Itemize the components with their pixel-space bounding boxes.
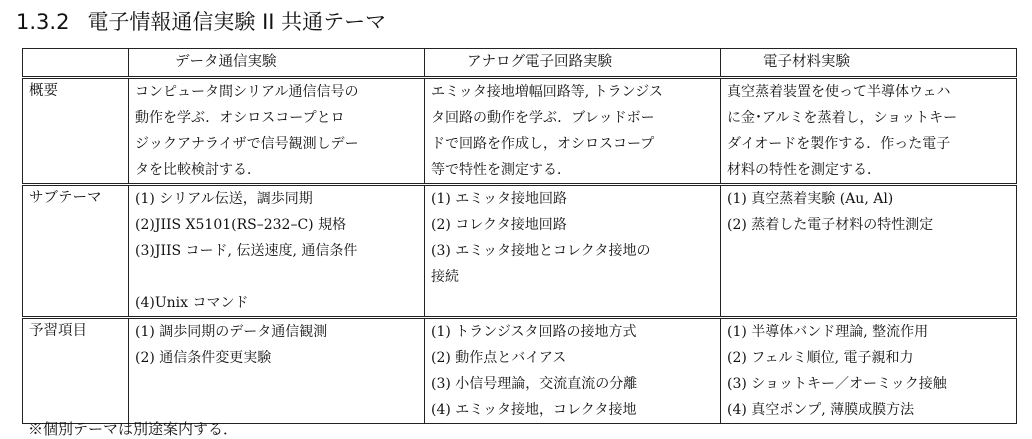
table-cell	[721, 185, 1017, 318]
table-row-prep	[23, 318, 1017, 424]
footnote: ※個別テーマは別途案内する．	[28, 420, 239, 438]
cell-line: ドで回路を作成し，オシロスコープ	[431, 136, 655, 152]
table-row-overview	[23, 78, 1017, 185]
header-materials: 電子材料実験	[721, 49, 1017, 78]
cell-line: ジックアナライザで信号観測しデー	[135, 136, 359, 152]
table-cell	[425, 185, 721, 318]
cell-line: (2) 動作点とバイアス	[431, 350, 567, 366]
themes-table	[22, 48, 1017, 424]
cell-line: (1) 半導体バンド理論, 整流作用	[727, 324, 929, 340]
table-cell	[129, 78, 425, 185]
cell-line: (2) 通信条件変更実験	[135, 350, 272, 366]
row-label: 概要	[23, 78, 129, 185]
table-cell	[129, 185, 425, 318]
cell-line: 材料の特性を測定する．	[727, 162, 881, 178]
cell-line: (2) 蒸着した電子材料の特性測定	[727, 217, 934, 233]
header-analog: アナログ電子回路実験	[425, 49, 721, 78]
cell-line: (3) 小信号理論，交流直流の分離	[431, 376, 638, 392]
table-cell	[425, 78, 721, 185]
row-label: 予習項目	[23, 318, 129, 424]
blank-line	[135, 264, 418, 290]
table-header-row	[23, 49, 1017, 78]
cell-line: (3) ショットキー／オーミック接触	[727, 376, 947, 392]
cell-line: タを比較検討する．	[135, 162, 261, 178]
cell-line: エミッタ接地増幅回路等, トランジス	[431, 84, 663, 100]
section-number: 1.3.2	[16, 10, 70, 34]
table-cell	[721, 318, 1017, 424]
cell-line: ダイオードを製作する．作った電子	[727, 136, 951, 152]
header-data-comm: データ通信実験	[129, 49, 425, 78]
cell-line: (4)Unix コマンド	[135, 295, 249, 311]
cell-line: 真空蒸着装置を使って半導体ウェハ	[727, 84, 951, 100]
cell-line: コンピュータ間シリアル通信信号の	[135, 84, 359, 100]
cell-line: (3)JIIS コード, 伝送速度, 通信条件	[135, 243, 358, 259]
cell-line: (3) エミッタ接地とコレクタ接地の	[431, 243, 651, 259]
cell-line: (2) コレクタ接地回路	[431, 217, 567, 233]
cell-line: タ回路の動作を学ぶ．ブレッドボー	[431, 110, 655, 126]
cell-line: 接続	[431, 269, 459, 285]
table-cell	[129, 318, 425, 424]
cell-line: (4) 真空ポンプ, 薄膜成膜方法	[727, 402, 915, 418]
row-label: サブテーマ	[23, 185, 129, 318]
cell-line: (1) エミッタ接地回路	[431, 191, 568, 207]
cell-line: 動作を学ぶ．オシロスコープとロ	[135, 110, 345, 126]
cell-line: 等で特性を測定する．	[431, 162, 571, 178]
section-heading	[16, 6, 386, 36]
cell-line: (1) シリアル伝送，調歩同期	[135, 191, 313, 207]
table-cell	[721, 78, 1017, 185]
table-cell	[425, 318, 721, 424]
cell-line: (2)JIIS X5101(RS–232–C) 規格	[135, 217, 347, 233]
cell-line: (4) エミッタ接地，コレクタ接地	[431, 402, 637, 418]
header-empty	[23, 49, 129, 78]
cell-line: (1) 調歩同期のデータ通信観測	[135, 324, 328, 340]
cell-line: (1) トランジスタ回路の接地方式	[431, 324, 637, 340]
section-title: 電子情報通信実験 II 共通テーマ	[87, 10, 387, 34]
cell-line: (2) フェルミ順位, 電子親和力	[727, 350, 914, 366]
cell-line: (1) 真空蒸着実験 (Au, Al)	[727, 191, 894, 207]
cell-line: に金･アルミを蒸着し，ショットキー	[727, 110, 958, 126]
table-row-subtheme	[23, 185, 1017, 318]
